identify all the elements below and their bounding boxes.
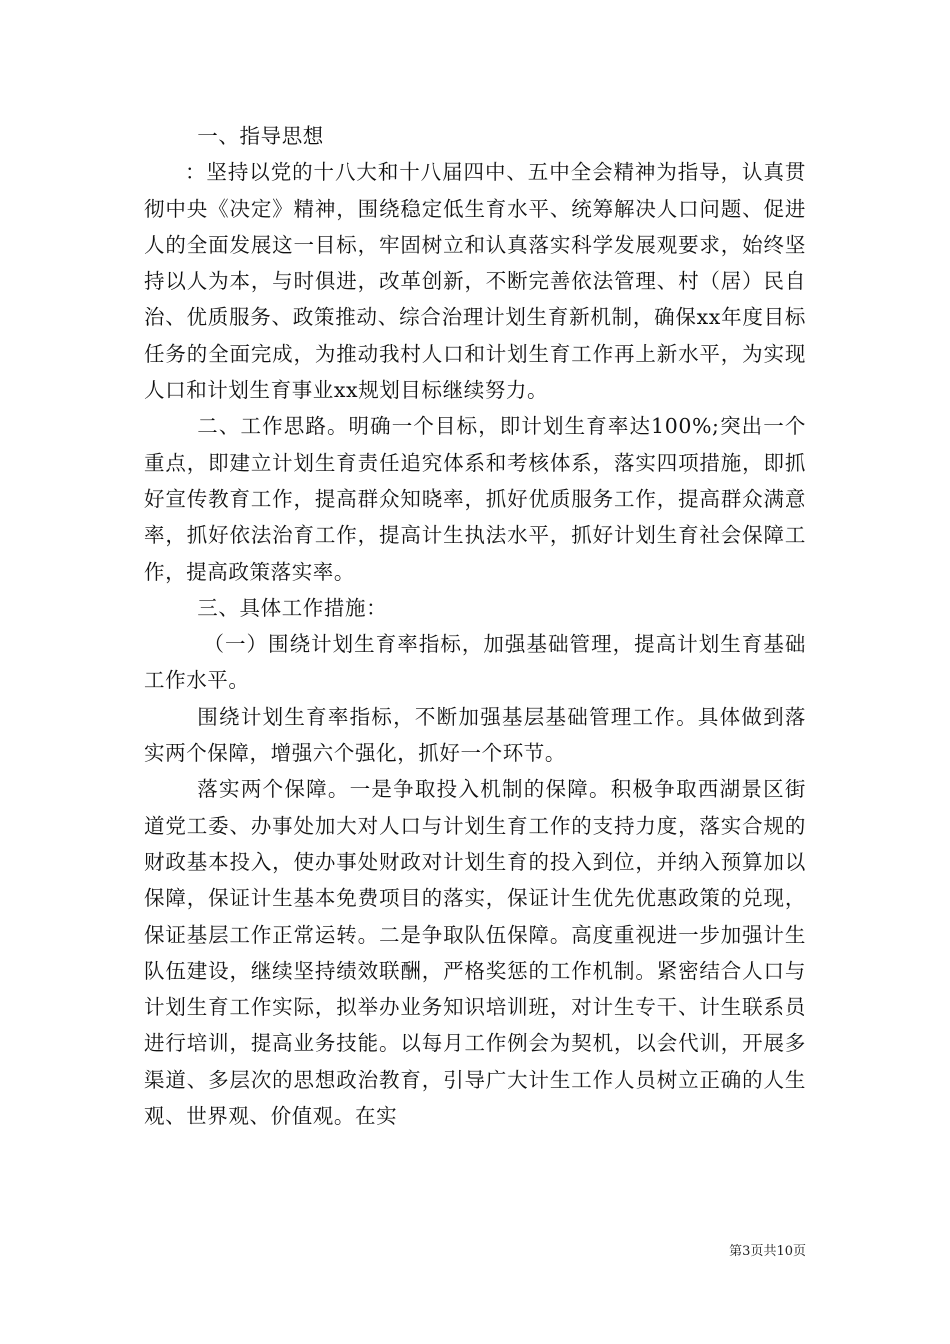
paragraph-work-approach: 二、工作思路。明确一个目标，即计划生育率达100%;突出一个重点，即建立计划生育责任追究体系和考核体系，落实四项措施，即抓好宣传教育工作，提高群众知晓率，抓好优质服务工作，提高群众满意率，抓好依法治育工作，提高计生执法水平，抓好计划生育社会保障工作，提高政策落实率。 (144, 414, 806, 584)
section-heading-guiding-ideology: 一、指导思想 (197, 124, 324, 148)
paragraph-basic-management: 围绕计划生育率指标，不断加强基层基础管理工作。具体做到落实两个保障，增强六个强化，抓好一个环节。 (144, 704, 806, 766)
section-heading-measures: 三、具体工作措施： (197, 595, 388, 620)
paragraph-two-guarantees: 落实两个保障。一是争取投入机制的保障。积极争取西湖景区街道党工委、办事处加大对人口与计划生育工作的支持力度，落实合规的财政基本投入，使办事处财政对计划生育的投入到位，并纳入预算加以保障，保证计生基本免费项目的落实，保证计生优先优惠政策的兑现，保证基层工作正常运转。二是争取队伍保障。高度重视进一步加强计生队伍建设，继续坚持绩效联酬，严格奖惩的工作机制。紧密结合人口与计划生育工作实际，拟举办业务知识培训班，对计生专干、计生联系员进行培训，提高业务技能。以每月工作例会为契机，以会代训，开展多渠道、多层次的思想政治教育，引导广大计生工作人员树立正确的人生观、世界观、价值观。在实 (144, 777, 806, 1129)
document-body (144, 118, 806, 1134)
paragraph-guiding-ideology: ：坚持以党的十八大和十八届四中、五中全会精神为指导，认真贯彻中央《决定》精神，围绕稳定低生育水平、统筹解决人口问题、促进人的全面发展这一目标，牢固树立和认真落实科学发展观要求，始终坚持以人为本，与时俱进，改革创新，不断完善依法管理、村（居）民自治、优质服务、政策推动、综合治理计划生育新机制，确保xx年度目标任务的全面完成，为推动我村人口和计划生育工作再上新水平，为实现人口和计划生育事业xx规划目标继续努力。 (144, 160, 806, 403)
subsection-heading-1: （一）围绕计划生育率指标，加强基础管理，提高计划生育基础工作水平。 (144, 632, 806, 693)
page-number-footer: 第3页共10页 (729, 1244, 806, 1259)
